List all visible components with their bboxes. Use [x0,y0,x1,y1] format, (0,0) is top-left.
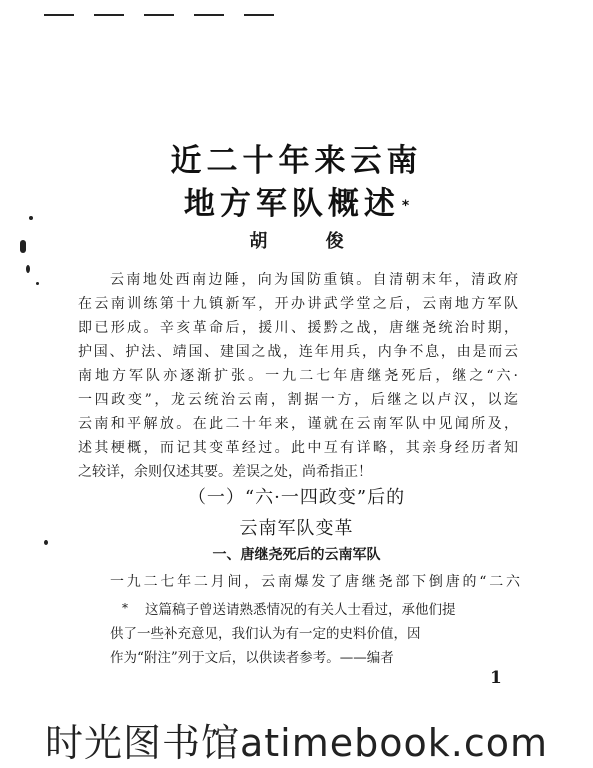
scan-speck [36,282,39,285]
footnote-line: 作为“附注”列于文后，以供读者参考。——编者 [110,650,394,666]
page-title-line2: 地方军队概述 [183,186,400,222]
section-heading-line1: （一）“六·一四政变”后的 [187,487,406,508]
top-dashes [44,14,274,16]
body-text-line: 一九二七年二月间，云南爆发了唐继尧部下倒唐的“二六 [110,574,520,590]
watermark-text: 时光图书馆atimebook.com [44,721,548,765]
intro-line: 一四政变”，龙云统治云南，割据一方，后继之以卢汉，以迄 [78,392,518,408]
intro-line: 之较详，余则仅述其要。差误之处，尚希指正！ [78,464,372,480]
title-footnote-mark: * [401,198,410,214]
subsection-heading: 一、唐继尧死后的云南军队 [212,547,381,563]
dash-decoration [144,14,174,16]
dash-decoration [94,14,124,16]
page-title-line1: 近二十年来云南 [170,143,423,179]
section-heading-line2: 云南军队变革 [239,518,354,539]
intro-line: 南地方军队亦逐渐扩张。一九二七年唐继尧死后，继之“六· [78,368,518,384]
intro-line: 云南和平解放。在此二十年来，谨就在云南军队中见闻所及， [78,416,518,432]
intro-line: 云南地处西南边陲，向为国防重镇。自清朝末年，清政府 [110,272,518,288]
intro-line: 即已形成。辛亥革命后，援川、援黔之战，唐继尧统治时期， [78,320,518,336]
scan-speck [26,265,30,273]
intro-line: 述其梗概，而记其变革经过。此中互有详略，其亲身经历者知 [78,440,518,456]
intro-line: 在云南训练第十九镇新军，开办讲武学堂之后，云南地方军队 [78,296,518,312]
author-name: 胡 俊 [249,231,370,252]
dash-decoration [194,14,224,16]
dash-decoration [44,14,74,16]
page-title-line2-wrap [0,178,593,223]
page-number: 1 [490,668,502,688]
footnote-line: 这篇稿子曾送请熟悉情况的有关人士看过，承他们提 [145,602,456,618]
dash-decoration [244,14,274,16]
footnote-line: 供了一些补充意见，我们认为有一定的史料价值，因 [110,626,421,642]
footnote-mark: * [122,601,128,615]
intro-line: 护国、护法、靖国、建国之战，连年用兵，内争不息，由是而云 [78,344,518,360]
